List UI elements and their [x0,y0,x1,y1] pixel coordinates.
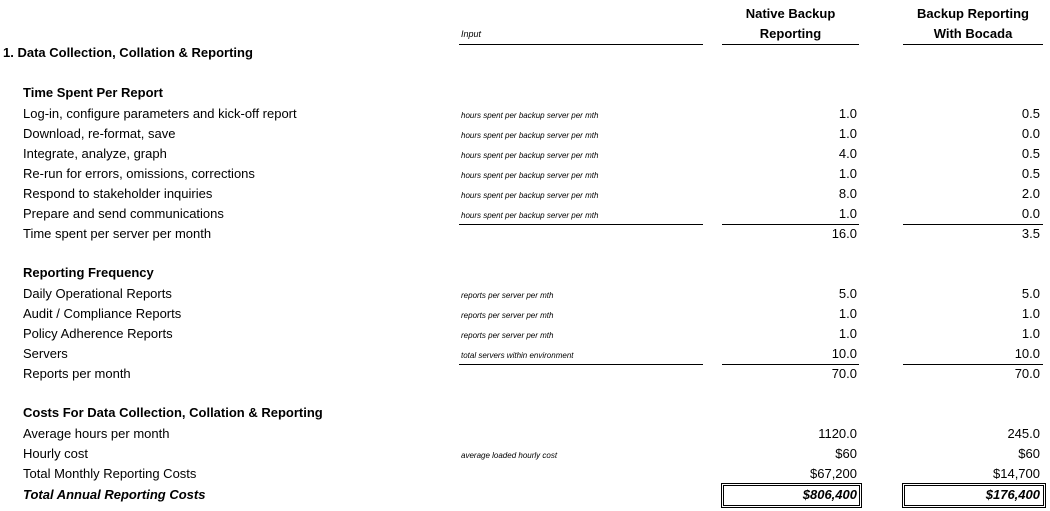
row-input-note: hours spent per backup server per mth [461,191,599,200]
native-header-line1: Native Backup [745,6,836,21]
section-title: 1. Data Collection, Collation & Reporting [3,45,253,60]
row-bocada-value: 70.0 [1014,366,1040,381]
row-label: Respond to stakeholder inquiries [23,186,213,201]
row-label: Time spent per server per month [23,226,212,241]
table-row [0,284,1050,304]
table-row [0,304,1050,324]
row-native-value: 1.0 [838,166,857,181]
row-bocada-value: 0.0 [1021,126,1040,141]
row-label: Hourly cost [23,446,89,461]
frequency-title: Reporting Frequency [23,265,154,280]
row-native-value: $806,400 [802,487,857,502]
table-row [0,104,1050,124]
row-label: Daily Operational Reports [23,286,172,301]
time-spent-title: Time Spent Per Report [23,85,163,100]
row-native-value: 1.0 [838,306,857,321]
native-header-line2: Reporting [759,26,822,41]
row-bocada-value: 1.0 [1021,306,1040,321]
row-native-value: 5.0 [838,286,857,301]
row-label: Audit / Compliance Reports [23,306,182,321]
row-input-note: reports per server per mth [461,331,554,340]
table-row [0,464,1050,484]
row-input-note: hours spent per backup server per mth [461,151,599,160]
row-bocada-value: 2.0 [1021,186,1040,201]
row-input-note: hours spent per backup server per mth [461,211,599,220]
subtotal-row [0,224,1050,244]
native-header-underline [722,44,859,45]
row-label: Servers [23,346,68,361]
row-bocada-value: 245.0 [1007,426,1040,441]
row-label: Prepare and send communications [23,206,224,221]
row-bocada-value: $176,400 [985,487,1040,502]
table-row [0,164,1050,184]
subtotal-row [0,364,1050,384]
row-label: Re-run for errors, omissions, corrections [23,166,255,181]
row-bocada-value: 0.0 [1021,206,1040,221]
bocada-column-header [903,4,1043,44]
row-native-value: $60 [835,446,857,461]
row-native-value: 1120.0 [818,426,857,441]
row-native-value: 1.0 [838,206,857,221]
row-label: Reports per month [23,366,131,381]
bocada-header-line2: With Bocada [933,26,1013,41]
row-bocada-value: 0.5 [1021,166,1040,181]
row-bocada-value: $60 [1018,446,1040,461]
row-input-note: average loaded hourly cost [461,451,558,460]
input-column-header: Input [461,29,482,39]
row-label: Average hours per month [23,426,170,441]
row-label: Download, re-format, save [23,126,176,141]
bocada-header-underline [903,44,1043,45]
row-bocada-value: 0.5 [1021,106,1040,121]
row-input-note: hours spent per backup server per mth [461,171,599,180]
row-bocada-value: $14,700 [993,466,1040,481]
row-label: Integrate, analyze, graph [23,146,167,161]
table-row [0,344,1050,364]
row-input-note: reports per server per mth [461,291,554,300]
native-column-header [722,4,859,44]
row-native-value: $67,200 [810,466,857,481]
table-row [0,424,1050,444]
row-native-value: 70.0 [831,366,857,381]
table-row [0,324,1050,344]
row-input-note: total servers within environment [461,351,574,360]
row-bocada-value: 0.5 [1021,146,1040,161]
table-row [0,184,1050,204]
row-input-note: hours spent per backup server per mth [461,131,599,140]
row-native-value: 10.0 [831,346,857,361]
table-row [0,144,1050,164]
table-row [0,444,1050,464]
costs-title: Costs For Data Collection, Collation & Reporting [23,405,323,420]
grand-total-row [0,485,1050,505]
row-bocada-value: 10.0 [1014,346,1040,361]
row-label: Policy Adherence Reports [23,326,173,341]
row-bocada-value: 5.0 [1021,286,1040,301]
row-native-value: 1.0 [838,326,857,341]
bocada-header-line1: Backup Reporting [917,6,1029,21]
row-native-value: 8.0 [838,186,857,201]
row-label: Total Annual Reporting Costs [23,487,206,502]
row-native-value: 4.0 [838,146,857,161]
table-row [0,124,1050,144]
input-header-underline [459,44,703,45]
row-input-note: reports per server per mth [461,311,554,320]
row-bocada-value: 3.5 [1021,226,1040,241]
row-native-value: 1.0 [838,106,857,121]
row-input-note: hours spent per backup server per mth [461,111,599,120]
row-label: Log-in, configure parameters and kick-off report [23,106,297,121]
row-label: Total Monthly Reporting Costs [23,466,197,481]
row-native-value: 1.0 [838,126,857,141]
row-bocada-value: 1.0 [1021,326,1040,341]
table-row [0,204,1050,224]
row-native-value: 16.0 [831,226,857,241]
